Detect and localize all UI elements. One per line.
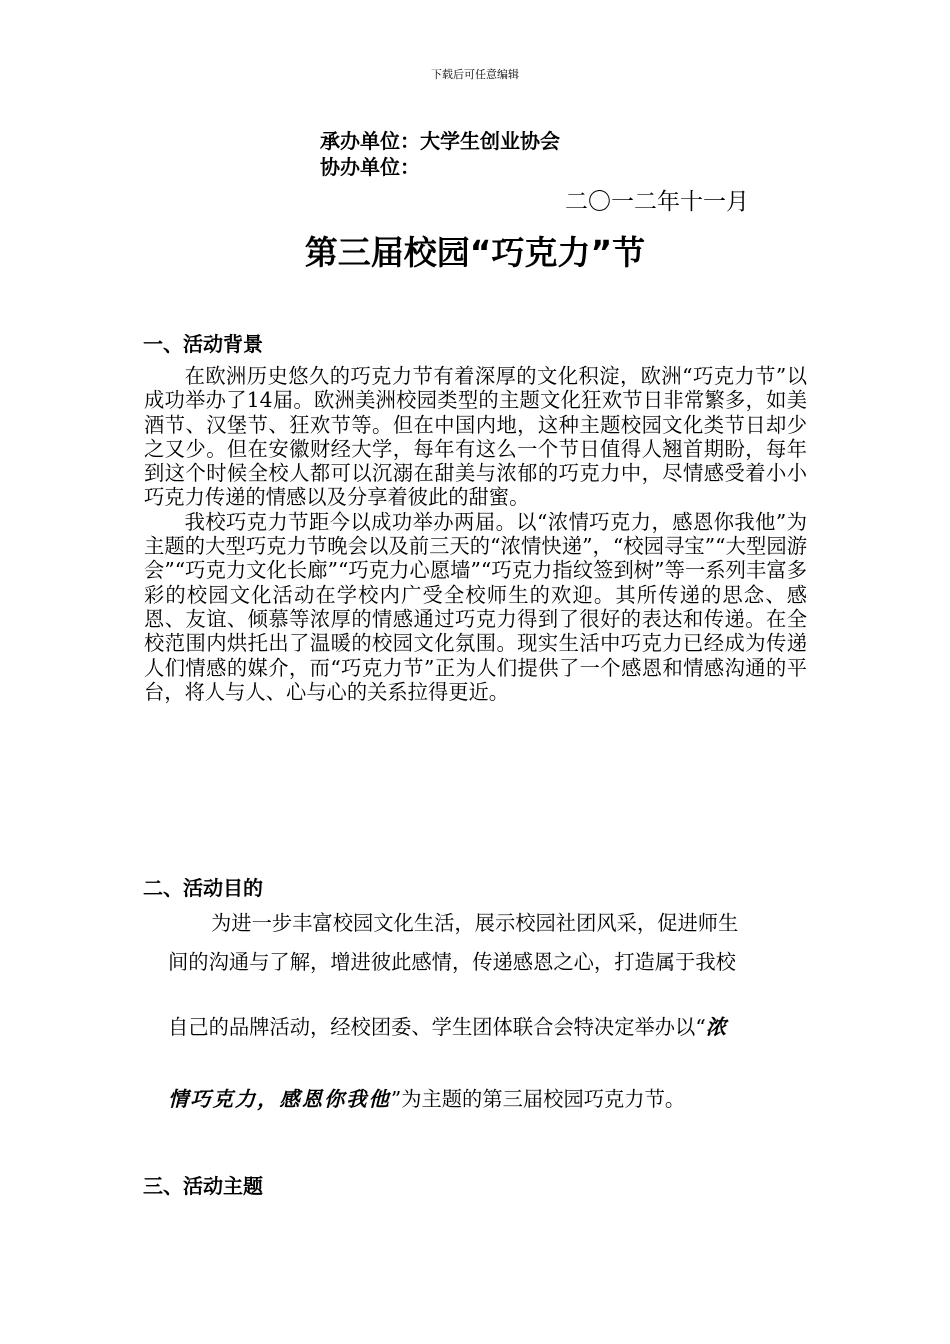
purpose-text: 自己的品牌活动，经校团委、学生团体联合会特决定举办以“	[168, 1015, 706, 1039]
co-organizer-line: 协办单位：	[320, 155, 420, 179]
background-paragraph: 在欧洲历史悠久的巧克力节有着深厚的文化积淀，欧洲“巧克力节”以成功举办了14届。欧洲美洲校园类型的主题文化狂欢节日非常繁多，如美酒节、汉堡节、狂欢节等。但在中国内地，这种主题校园文化类节日却少之又少。但在安徽财经大学，每年有这么一个节日值得人翘首期盼，每年到这个时候全校人都可以沉溺在甜美与浓郁的巧克力中，尽情感受着小小巧克力传递的情感以及分享着彼此的甜蜜。	[144, 364, 807, 510]
purpose-line	[168, 1083, 685, 1112]
document-date: 二〇一二年十一月	[565, 189, 749, 215]
purpose-theme-emphasis: 情巧克力，感恩你我他	[168, 1087, 391, 1111]
purpose-text: ”为主题的第三届校园巧克力节。	[390, 1087, 686, 1111]
purpose-theme-emphasis: 浓	[705, 1015, 728, 1039]
purpose-line	[168, 1011, 728, 1040]
purpose-line: 为进一步丰富校园文化生活，展示校园社团风采，促进师生	[211, 911, 739, 935]
organizer-line: 承办单位：大学生创业协会	[320, 129, 560, 153]
section-heading-theme: 三、活动主题	[143, 1174, 263, 1198]
section-heading-background: 一、活动背景	[143, 332, 263, 356]
document-title: 第三届校园“巧克力”节	[304, 233, 646, 272]
background-paragraph: 我校巧克力节距今以成功举办两届。以“浓情巧克力，感恩你我他”为主题的大型巧克力节晚会以及前三天的“浓情快递”，“校园寻宝”“大型园游会”“巧克力文化长廊”“巧克力心愿墙”“巧克力指纹签到树”等一系列丰富多彩的校园文化活动在学校内广受全校师生的欢迎。其所传递的思念、感恩、友谊、倾慕等浓厚的情感通过巧克力得到了很好的表达和传递。在全校范围内烘托出了温暖的校园文化氛围。现实生活中巧克力已经成为传递人们情感的媒介，而“巧克力节”正为人们提供了一个感恩和情感沟通的平台，将人与人、心与心的关系拉得更近。	[144, 509, 807, 704]
page-header-note: 下载后可任意编辑	[431, 68, 519, 81]
purpose-line: 间的沟通与了解，增进彼此感情，传递感恩之心，打造属于我校	[168, 950, 736, 974]
section-heading-purpose: 二、活动目的	[143, 876, 263, 900]
background-body	[144, 364, 807, 704]
